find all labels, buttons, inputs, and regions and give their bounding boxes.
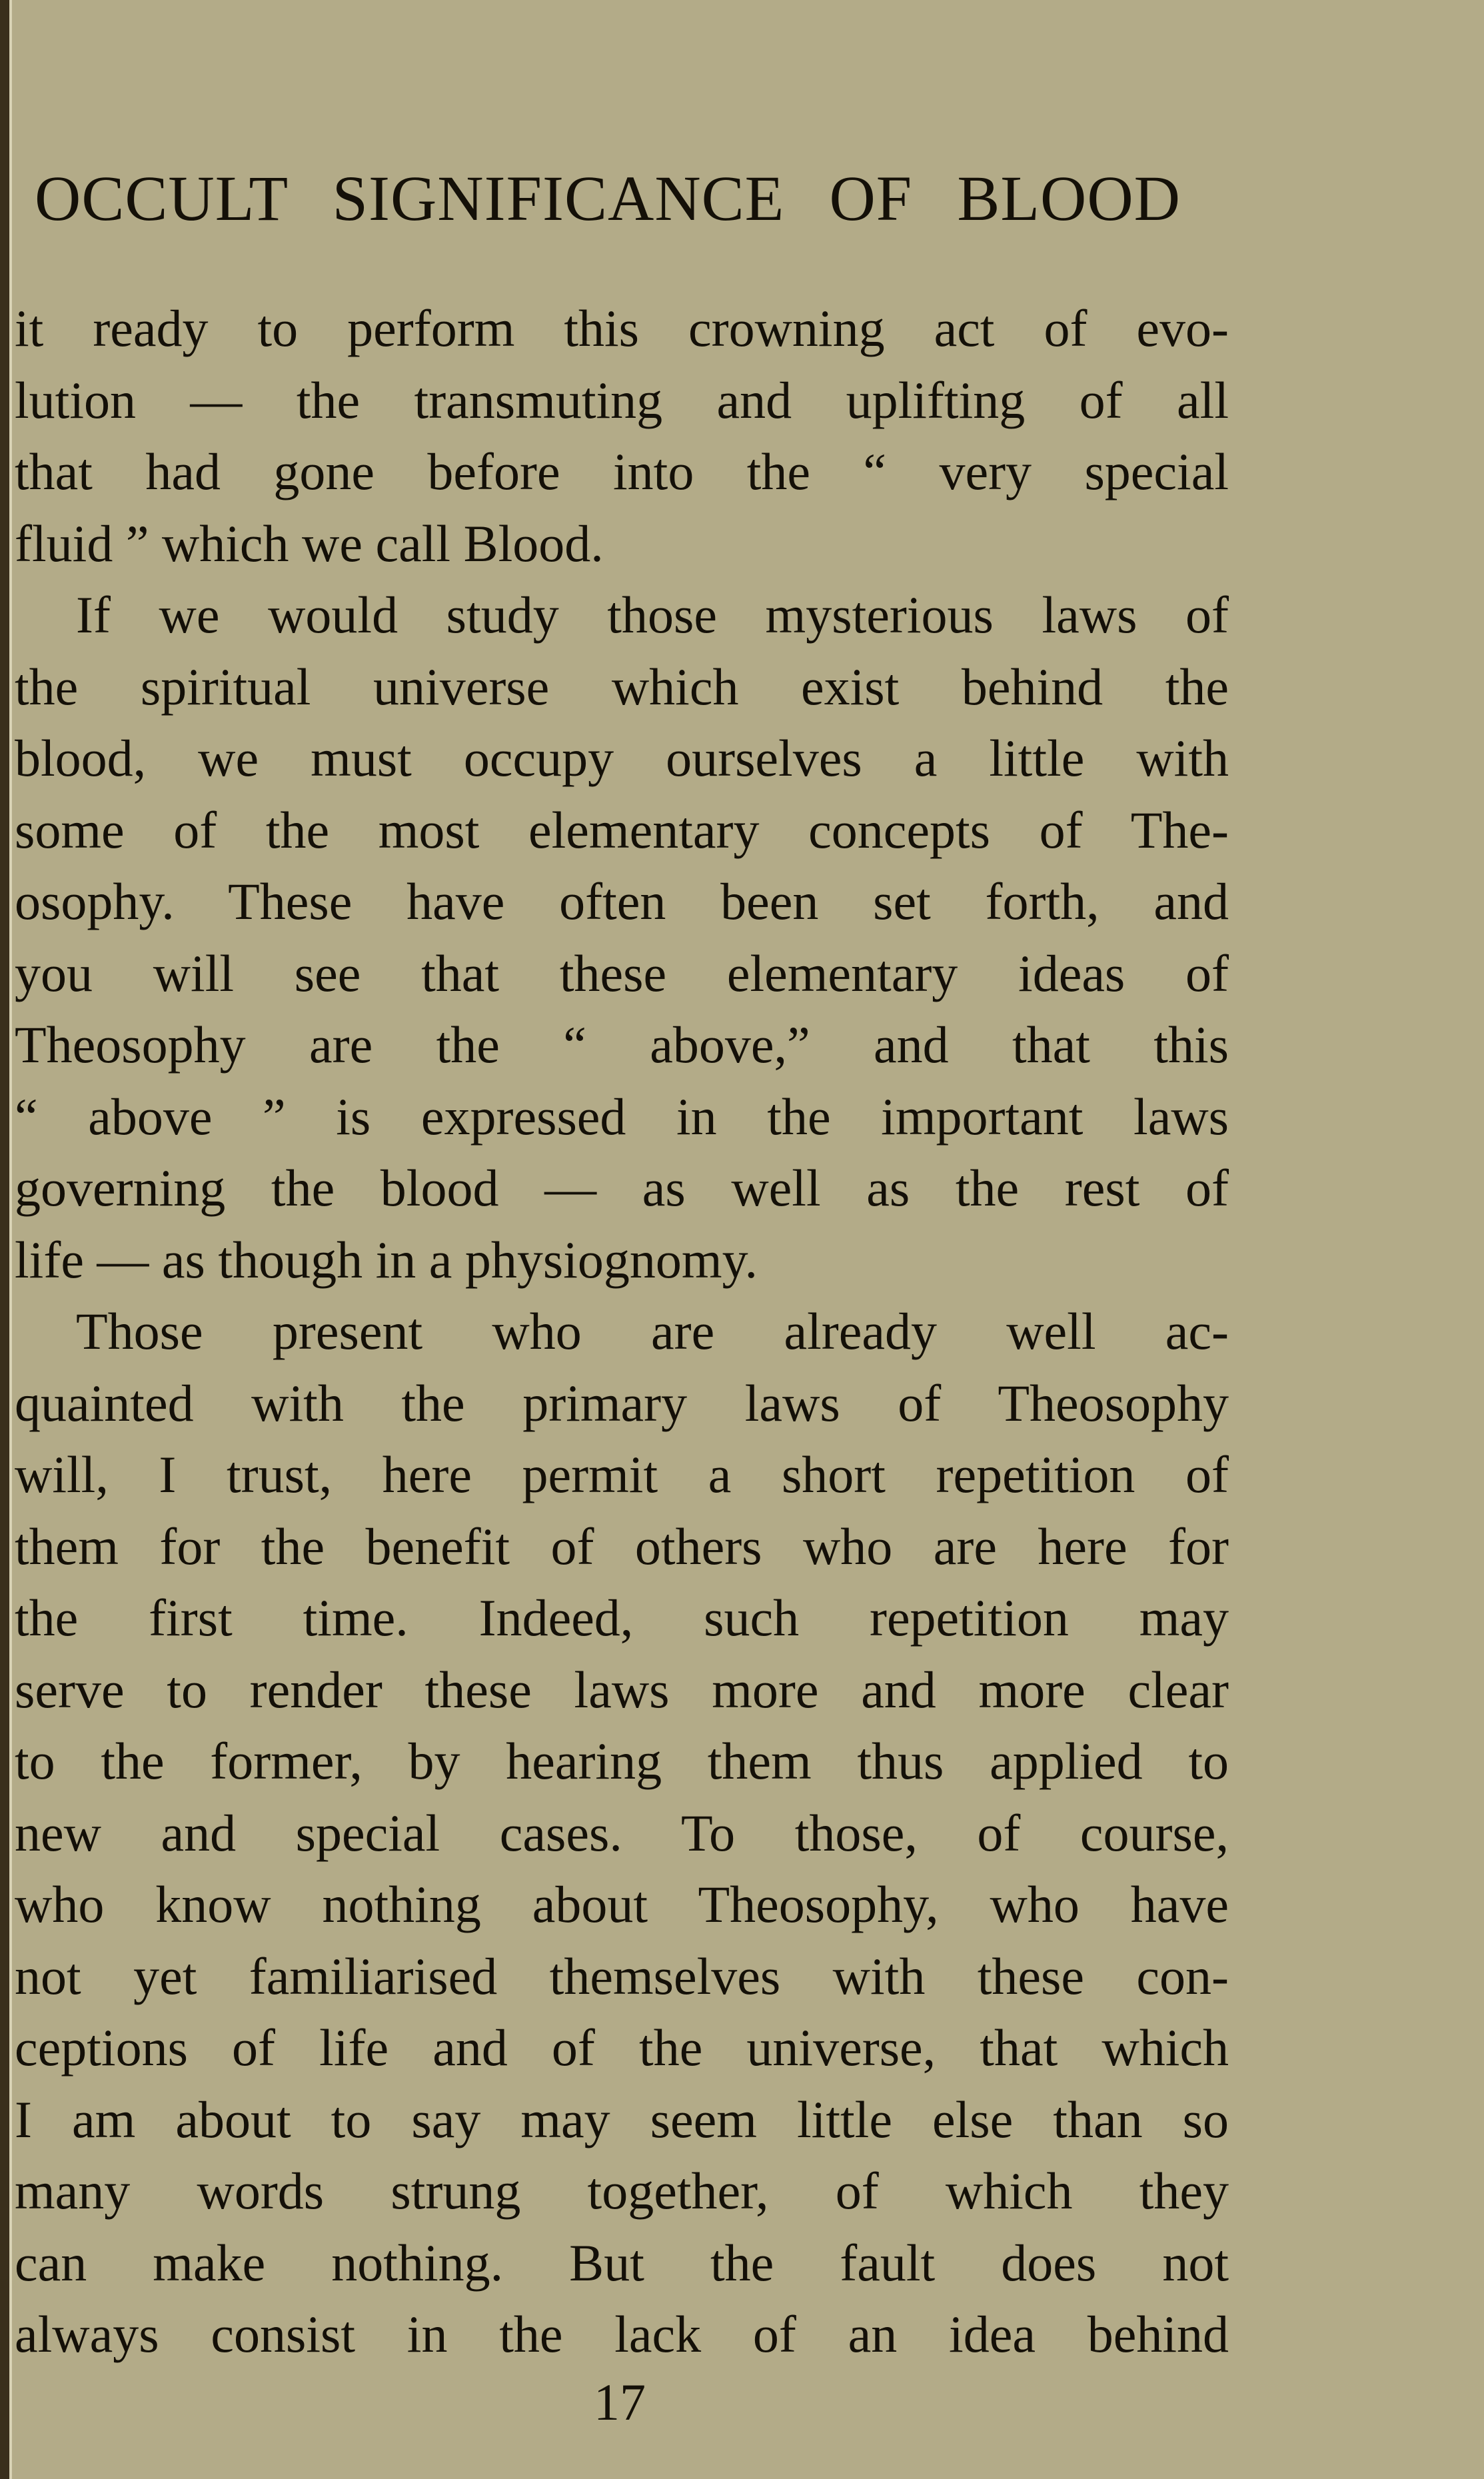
text-line: the first time. Indeed, such repetition may <box>15 1589 1229 1647</box>
text-line: them for the benefit of others who are here for <box>15 1517 1229 1575</box>
text-line: some of the most elementary concepts of The- <box>15 800 1229 859</box>
text-line: “ above ” is expressed in the important laws <box>15 1087 1229 1146</box>
text-line: always consist in the lack of an idea behind <box>15 2305 1229 2363</box>
text-line: blood, we must occupy ourselves a little with <box>15 729 1229 787</box>
body-text <box>15 293 1229 2370</box>
text-line: ceptions of life and of the universe, that which <box>15 2019 1229 2076</box>
page-edge-highlight <box>9 0 12 2479</box>
text-line: can make nothing. But the fault does not <box>15 2233 1229 2292</box>
text-line: you will see that these elementary ideas of <box>15 944 1229 1002</box>
text-line: If we would study those mysterious laws of <box>76 586 1229 644</box>
text-line: will, I trust, here permit a short repetition of <box>15 1445 1229 1503</box>
text-line: new and special cases. To those, of course, <box>15 1803 1229 1862</box>
text-line: serve to render these laws more and more clear <box>15 1660 1229 1719</box>
page-number: 17 <box>594 2373 646 2431</box>
text-line: Theosophy are the “ above,” and that this <box>15 1016 1229 1074</box>
text-line: many words strung together, of which they <box>15 2162 1229 2220</box>
text-line: osophy. These have often been set forth, and <box>15 872 1229 930</box>
text-line: governing the blood — as well as the rest of <box>15 1159 1229 1217</box>
text-line: life — as though in a physiognomy. <box>15 1230 758 1289</box>
text-line: it ready to perform this crowning act of evo- <box>15 299 1229 357</box>
text-line: to the former, by hearing them thus applied to <box>15 1732 1229 1790</box>
text-line: Those present who are already well ac- <box>76 1302 1229 1360</box>
running-head: OCCULT SIGNIFICANCE OF BLOOD <box>35 163 1181 234</box>
text-line: I am about to say may seem little else than so <box>15 2090 1229 2148</box>
text-line: fluid ” which we call Blood. <box>15 514 604 572</box>
text-line: not yet familiarised themselves with these con- <box>15 1947 1229 2005</box>
text-line: lution — the transmuting and uplifting of all <box>15 371 1229 429</box>
text-line: that had gone before into the “ very special <box>15 442 1229 500</box>
text-line: the spiritual universe which exist behind the <box>15 657 1229 716</box>
text-line: who know nothing about Theosophy, who have <box>15 1875 1229 1933</box>
book-spine-edge <box>0 0 9 2479</box>
text-line: quainted with the primary laws of Theosophy <box>15 1373 1229 1432</box>
